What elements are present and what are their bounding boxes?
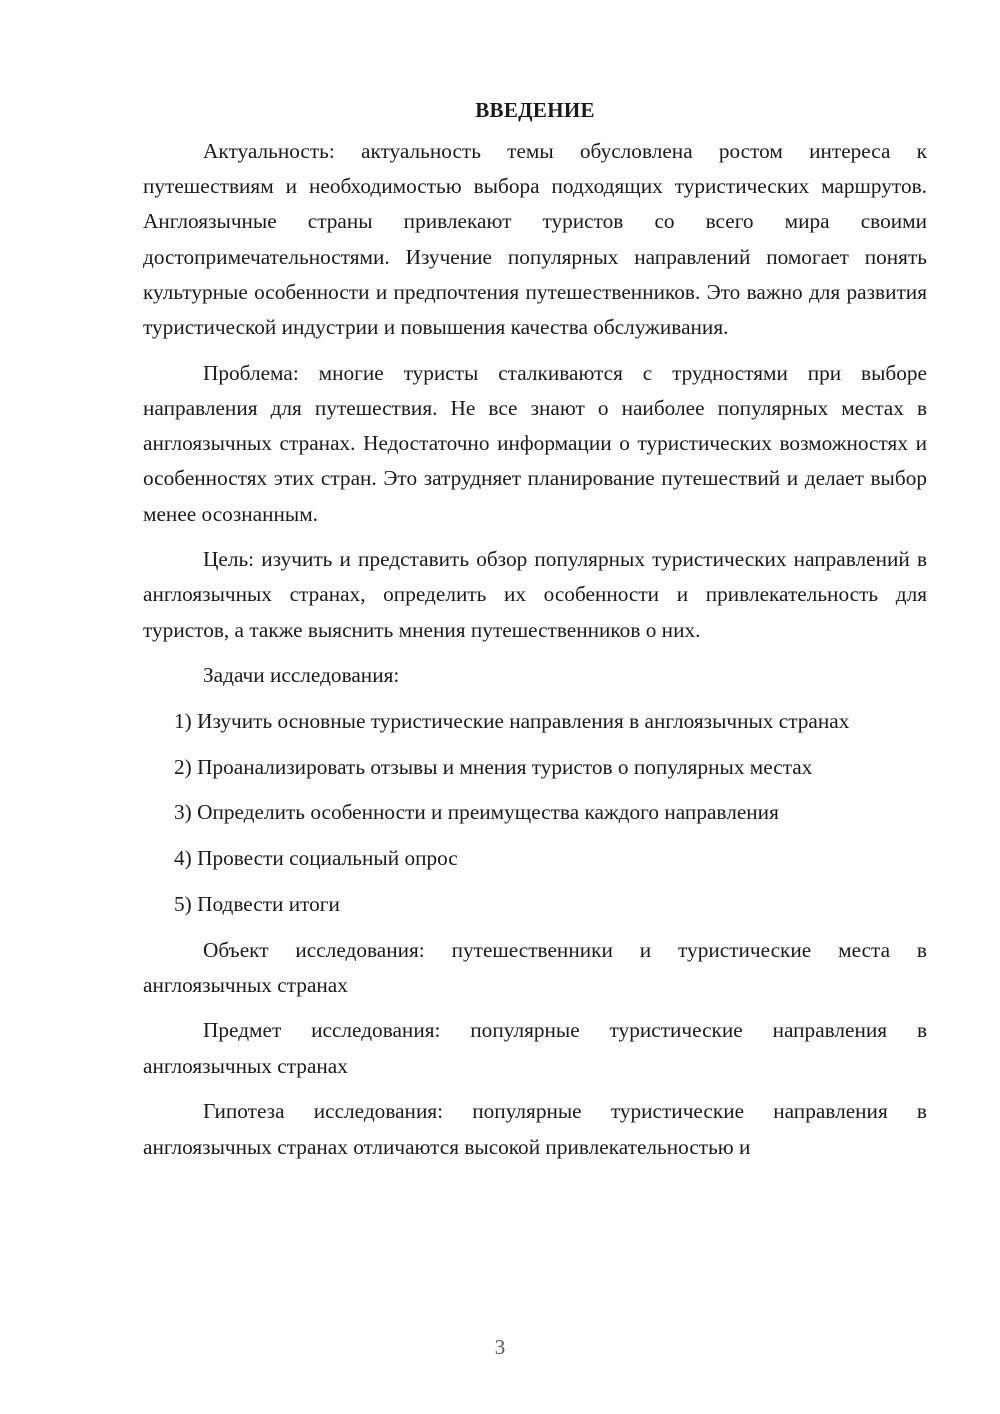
hypothesis-paragraph: Гипотеза исследования: популярные туристические направления в англоязычных странах отличаются высокой привлекательностью и [143,1099,927,1159]
section-heading: ВВЕДЕНИЕ [475,98,595,122]
subject-paragraph: Предмет исследования: популярные туристические направления в англоязычных странах [143,1018,927,1078]
page-number: 3 [494,1335,506,1359]
tasks-heading: Задачи исследования: [203,663,400,688]
task-item-5: 5) Подвести итоги [174,891,340,916]
page-content [143,93,927,1175]
problem-paragraph: Проблема: многие туристы сталкиваются с трудностями при выборе направления для путешествия. Не все знают о наиболее популярных местах в англоязычных странах. Недостаточно информации о туристических возможностях и особенностях этих стран. Это затрудняет планирование путешествий и делает выбор менее осознанным. [143,360,927,526]
goal-paragraph: Цель: изучить и представить обзор популярных туристических направлений в англоязычных странах, определить их особенности и привлекательность для туристов, а также выяснить мнения путешественников о них. [143,547,927,642]
object-paragraph: Объект исследования: путешественники и туристические места в англоязычных странах [143,937,927,997]
task-item-2: 2) Проанализировать отзывы и мнения туристов о популярных местах [174,754,813,779]
task-item-3: 3) Определить особенности и преимущества каждого направления [174,800,779,825]
task-item-4: 4) Провести социальный опрос [174,846,458,871]
relevance-paragraph: Актуальность: актуальность темы обусловлена ростом интереса к путешествиям и необходимостью выбора подходящих туристических маршрутов. Англоязычные страны привлекают туристов со всего мира своими достопримечательностями. Изучение популярных направлений помогает понять культурные особенности и предпочтения путешественников. Это важно для развития туристической индустрии и повышения качества обслуживания. [143,139,927,340]
task-item-1: 1) Изучить основные туристические направления в англоязычных странах [174,709,850,734]
